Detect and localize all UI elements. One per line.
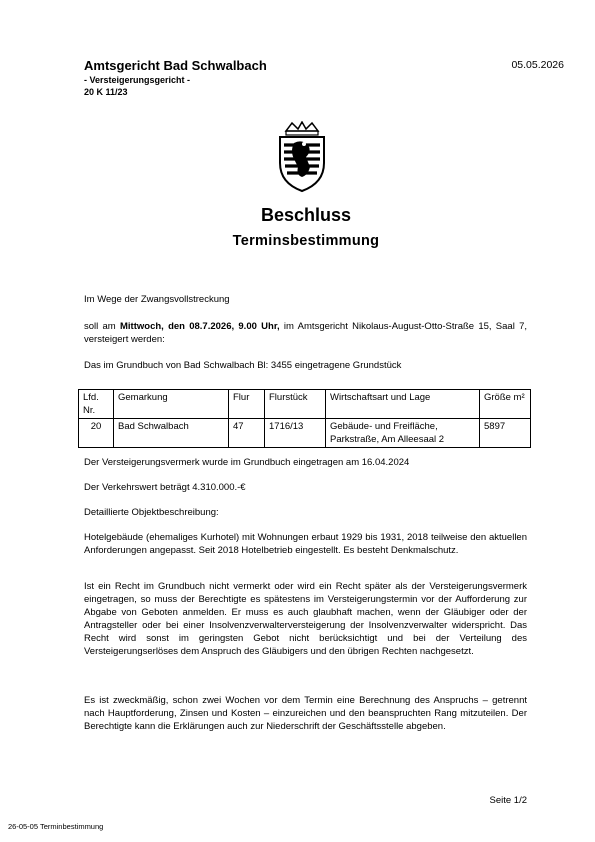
document-date: 05.05.2026 bbox=[511, 59, 564, 71]
document-title: Beschluss bbox=[260, 205, 352, 225]
rights-notice: Ist ein Recht im Grundbuch nicht vermerkt oder wird ein Recht später als der Versteigerungsvermerk eingetragen, so muss der Berechtigte es spätestens im Versteigerungstermin vor der Aufforderung zur Abgabe von Geboten anmelden. Er muss es auch glaubhaft machen, wenn der Gläubiger oder der Antragsteller oder bei einer Insolvenzverwalterversteigerung der Insolvenzverwalter widerspricht. Das Recht wird sonst im geringsten Gebot nicht berücksichtigt und bei der Verteilung des Versteigerungserlöses dem Anspruch des Gläubigers und den übrigen Rechten nachgesetzt. bbox=[84, 581, 527, 657]
property-description: Hotelgebäude (ehemaliges Kurhotel) mit Wohnungen erbaut 1929 bis 1931, 2018 teilweise den aktuellen Anforderungen angepasst. Seit 2018 Hotelbetrieb eingestellt. Es besteht Denkmalschutz. bbox=[84, 532, 527, 556]
table-cell: 47 bbox=[229, 419, 265, 448]
table-row bbox=[79, 419, 531, 448]
court-division: - Versteigerungsgericht - bbox=[84, 75, 191, 85]
document-reference: 26-05-05 Terminbestimmung bbox=[8, 822, 104, 831]
table-cell: 1716/13 bbox=[265, 419, 326, 448]
table-cell: Gebäude- und Freifläche, Parkstraße, Am Alleesaal 2 bbox=[326, 419, 480, 448]
coat-of-arms-icon bbox=[276, 121, 328, 193]
schedule-location: im Amtsgericht Nikolaus-August-Otto-Straße 15, Saal 7, versteigert werden: bbox=[84, 321, 528, 345]
header-cell: Größe m² bbox=[480, 390, 531, 419]
header-cell: Wirtschaftsart und Lage bbox=[326, 390, 480, 419]
table-cell: 5897 bbox=[480, 419, 531, 448]
header-cell: Lfd. Nr. bbox=[79, 390, 114, 419]
registration-note: Der Versteigerungsvermerk wurde im Grundbuch eingetragen am 16.04.2024 bbox=[84, 457, 410, 468]
page-number: Seite 1/2 bbox=[489, 795, 527, 806]
header-cell: Flurstück bbox=[265, 390, 326, 419]
claims-notice: Es ist zweckmäßig, schon zwei Wochen vor dem Termin eine Berechnung des Anspruchs – getrennt nach Hauptforderung, Zinsen und Kosten – einzureichen und den beanspruchten Rang mitzuteilen. Der Berechtigte kann die Erklärungen auch zur Niederschrift der Geschäftsstelle abgeben. bbox=[84, 695, 527, 732]
land-register-text: Das im Grundbuch von Bad Schwalbach Bl: 3455 eingetragene Grundstück bbox=[84, 360, 402, 371]
table-cell: Bad Schwalbach bbox=[114, 419, 229, 448]
file-number: 20 K 11/23 bbox=[84, 87, 128, 97]
auction-schedule bbox=[84, 320, 527, 346]
header-cell: Flur bbox=[229, 390, 265, 419]
intro-text: Im Wege der Zwangsvollstreckung bbox=[84, 294, 230, 305]
header-cell: Gemarkung bbox=[114, 390, 229, 419]
table-cell: 20 bbox=[79, 419, 114, 448]
auction-date-time: Mittwoch, den 08.7.2026, 9.00 Uhr, bbox=[120, 321, 280, 332]
table-header-row bbox=[79, 390, 531, 419]
court-name: Amtsgericht Bad Schwalbach bbox=[84, 58, 267, 73]
document-subtitle: Terminsbestimmung bbox=[232, 233, 380, 249]
schedule-prefix: soll am bbox=[84, 321, 120, 332]
market-value: Der Verkehrswert beträgt 4.310.000.-€ bbox=[84, 482, 246, 493]
description-heading: Detaillierte Objektbeschreibung: bbox=[84, 507, 219, 518]
property-table bbox=[78, 389, 531, 448]
